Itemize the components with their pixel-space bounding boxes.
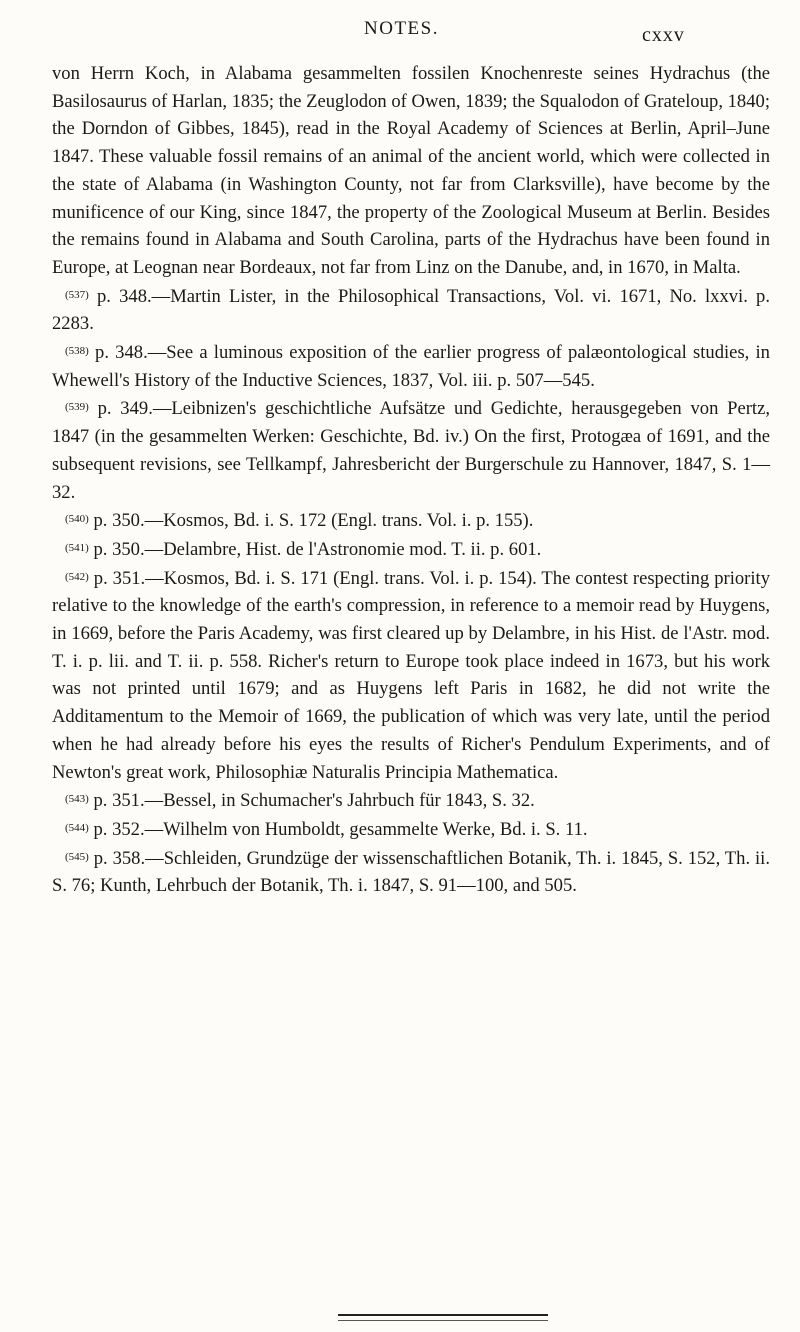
note-text: p. 352.—Wilhelm von Humboldt, gesammelte Werke, Bd. i. S. 11.: [93, 818, 588, 840]
paragraph-text: von Herrn Koch, in Alabama gesammelten fossilen Knochenreste seines Hydrachus (the Basilosaurus of Harlan, 1835; the Zeuglodon of Owen, 1839; the Squalodon of Grateloup, 1840; the Dorndon of Gibbes, 1845), read in the Royal Academy of Sciences at Berlin, April–June 1847. These valuable fossil remains of an animal of the ancient world, which were collected in the state of Alabama (in Washington County, not far from Clarksville), have become by the munificence of our King, since 1847, the property of the Zoological Museum at Berlin. Besides the remains found in Alabama and South Carolina, parts of the Hydrachus have been found in Europe, at Leognan near Bordeaux, not far from Linz on the Danube, and, in 1670, in Malta.: [52, 63, 770, 278]
page-title: NOTES.: [364, 18, 439, 39]
note-text: p. 358.—Schleiden, Grundzüge der wissenschaftlichen Botanik, Th. i. 1845, S. 152, Th. ii. S. 76; Kunth, Lehrbuch der Botanik, Th. i. 1847, S. 91—100, and 505.: [52, 847, 770, 897]
note-539: [52, 394, 770, 506]
note-ref: (543): [65, 793, 89, 806]
note-ref: (544): [65, 821, 89, 834]
note-540: [52, 506, 770, 535]
page-number: cxxv: [642, 24, 685, 46]
note-ref: (537): [65, 288, 89, 301]
note-ref: (538): [65, 345, 89, 358]
note-ref: (539): [65, 401, 89, 414]
note-541: [52, 535, 770, 564]
continued-note-paragraph: [52, 60, 770, 282]
note-538: [52, 338, 770, 394]
note-543: [52, 786, 770, 815]
running-header: [0, 12, 800, 46]
note-542: [52, 564, 770, 787]
note-545: [52, 844, 770, 900]
note-text: p. 351.—Kosmos, Bd. i. S. 171 (Engl. trans. Vol. i. p. 154). The contest respecting priority relative to the knowledge of the earth's compression, in reference to a memoir read by Huygens, in 1669, before the Paris Academy, was first cleared up by Delambre, in his Hist. de l'Astr. mod. T. i. p. lii. and T. ii. p. 558. Richer's return to Europe took place indeed in 1673, but his work was not printed until 1679; and as Huygens left Paris in 1682, he did not write the Additamentum to the Memoir of 1669, the publication of which was very late, until the period when he had already before his eyes the results of Richer's Pendulum Experiments, and of Newton's great work, Philosophiæ Naturalis Principia Mathematica.: [52, 567, 770, 783]
note-ref: (545): [65, 850, 89, 863]
end-rule-thin: [338, 1320, 548, 1321]
note-544: [52, 815, 770, 844]
note-text: p. 351.—Bessel, in Schumacher's Jahrbuch für 1843, S. 32.: [93, 790, 535, 812]
note-text: p. 348.—Martin Lister, in the Philosophical Transactions, Vol. vi. 1671, No. lxxvi. p. 2283.: [52, 285, 770, 335]
notes-body: [52, 60, 770, 900]
note-ref: (540): [65, 513, 89, 526]
note-ref: (541): [65, 541, 89, 554]
note-text: p. 350.—Kosmos, Bd. i. S. 172 (Engl. trans. Vol. i. p. 155).: [93, 510, 534, 532]
note-text: p. 349.—Leibnizen's geschichtliche Aufsätze und Gedichte, herausgegeben von Pertz, 1847 (in the gesammelten Werken: Geschichte, Bd. iv.) On the first, Protogæa of 1691, and the subsequent revisions, see Tellkampf, Jahresbericht der Burgerschule zu Hannover, 1847, S. 1—32.: [52, 398, 770, 503]
note-537: [52, 282, 770, 338]
note-text: p. 350.—Delambre, Hist. de l'Astronomie mod. T. ii. p. 601.: [93, 538, 542, 560]
end-rule: [338, 1314, 548, 1316]
note-text: p. 348.—See a luminous exposition of the earlier progress of palæontological studies, in Whewell's History of the Inductive Sciences, 1837, Vol. iii. p. 507—545.: [52, 342, 770, 391]
note-ref: (542): [65, 570, 89, 583]
